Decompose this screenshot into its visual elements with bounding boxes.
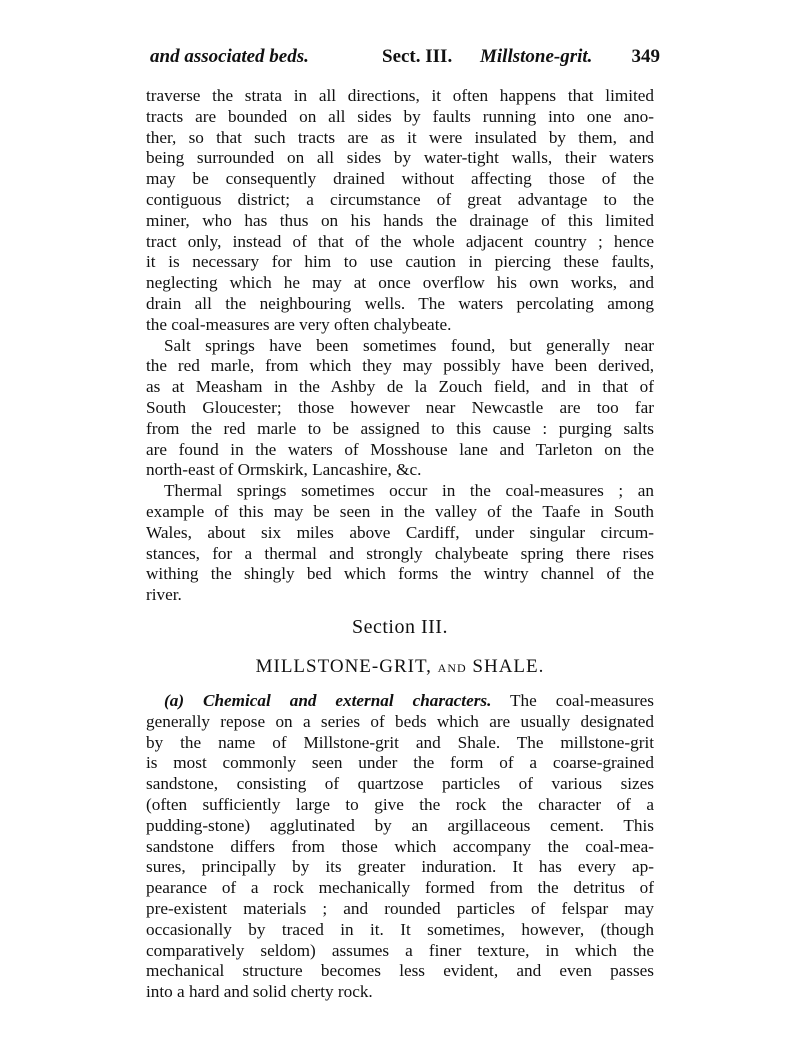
running-header	[150, 46, 660, 76]
text-line-lead	[146, 691, 654, 712]
text-line: pudding-stone) agglutinated by an argillaceous cement. This	[146, 815, 654, 835]
text-line: the red marle, from which they may possibly have been derived,	[146, 356, 654, 376]
text-line: it is necessary for him to use caution in piercing these faults,	[146, 252, 654, 272]
text-line: (often sufficiently large to give the rock the character of a	[146, 794, 654, 814]
lead-rest: The coal-measures	[510, 691, 654, 710]
text-line: South Gloucester; those however near Newcastle are too far	[146, 397, 654, 417]
text-line: generally repose on a series of beds which are usually designated	[146, 711, 654, 731]
section-subtitle	[0, 656, 800, 678]
paragraph-salt-springs	[146, 336, 654, 482]
text-block-upper	[146, 86, 654, 606]
text-line: sures, principally by its greater induration. It has every ap-	[146, 857, 654, 877]
text-line: are found in the waters of Mosshouse lane and Tarleton on the	[146, 439, 654, 459]
text-line: ther, so that such tracts are as it were insulated by them, and	[146, 127, 654, 147]
text-line: withing the shingly bed which forms the wintry channel of the	[146, 564, 654, 584]
text-line: as at Measham in the Ashby de la Zouch field, and in that of	[146, 377, 654, 397]
text-line: Salt springs have been sometimes found, but generally near	[164, 335, 654, 355]
lead-label: (a)	[164, 691, 185, 710]
subtitle-part: SHALE.	[472, 656, 545, 677]
text-line: occasionally by traced in it. It sometimes, however, (though	[146, 919, 654, 939]
text-line: river.	[146, 585, 182, 605]
paragraph-thermal-springs	[146, 481, 654, 606]
text-line: from the red marle to be assigned to this cause : purging salts	[146, 418, 654, 438]
header-right: Millstone-grit.	[480, 46, 593, 67]
text-line: sandstone differs from those which accompany the coal-mea-	[146, 836, 654, 856]
text-line: sandstone, consisting of quartzose particles of various sizes	[146, 774, 654, 794]
text-line: into a hard and solid cherty rock.	[146, 982, 373, 1002]
section-title: Section III.	[352, 616, 448, 638]
text-line: neglecting which he may at once overflow his own works, and	[146, 273, 654, 293]
text-line: may be consequently drained without affecting those of the	[146, 169, 654, 189]
subtitle-conjunction: AND	[437, 661, 467, 675]
text-line: contiguous district; a circumstance of great advantage to the	[146, 189, 654, 209]
paragraph-faults	[146, 86, 654, 336]
text-line: drain all the neighbouring wells. The waters percolating among	[146, 293, 654, 313]
text-line: Wales, about six miles above Cardiff, under singular circum-	[146, 522, 654, 542]
lead-heading: Chemical and external characters.	[203, 691, 492, 710]
text-line: miner, who has thus on his hands the drainage of this limited	[146, 210, 654, 230]
page-number: 349	[631, 46, 660, 67]
text-line: tract only, instead of that of the whole adjacent country ; hence	[146, 231, 654, 251]
text-line: tracts are bounded on all sides by faults running into one ano-	[146, 106, 654, 126]
header-section: Sect. III.	[382, 46, 453, 67]
header-left: and associated beds.	[150, 46, 309, 67]
text-line: is most commonly seen under the form of a coarse-grained	[146, 753, 654, 773]
subtitle-part: MILLSTONE-GRIT,	[255, 656, 432, 677]
text-line: mechanical structure becomes less evident, and even passes	[146, 961, 654, 981]
text-line: pearance of a rock mechanically formed from the detritus of	[146, 878, 654, 898]
text-line: being surrounded on all sides by water-tight walls, their waters	[146, 148, 654, 168]
text-line: the coal-measures are very often chalybeate.	[146, 314, 452, 334]
text-line: comparatively seldom) assumes a finer texture, in which the	[146, 940, 654, 960]
text-line: traverse the strata in all directions, it often happens that limited	[146, 86, 654, 105]
text-line: example of this may be seen in the valley of the Taafe in South	[146, 501, 654, 521]
paragraph-millstone-grit	[146, 691, 654, 1003]
text-line: by the name of Millstone-grit and Shale. The millstone-grit	[146, 732, 654, 752]
text-line: Thermal springs sometimes occur in the coal-measures ; an	[164, 481, 654, 501]
text-line: pre-existent materials ; and rounded particles of felspar may	[146, 898, 654, 918]
text-line: north-east of Ormskirk, Lancashire, &c.	[146, 460, 422, 480]
text-line: stances, for a thermal and strongly chalybeate spring there rises	[146, 543, 654, 563]
